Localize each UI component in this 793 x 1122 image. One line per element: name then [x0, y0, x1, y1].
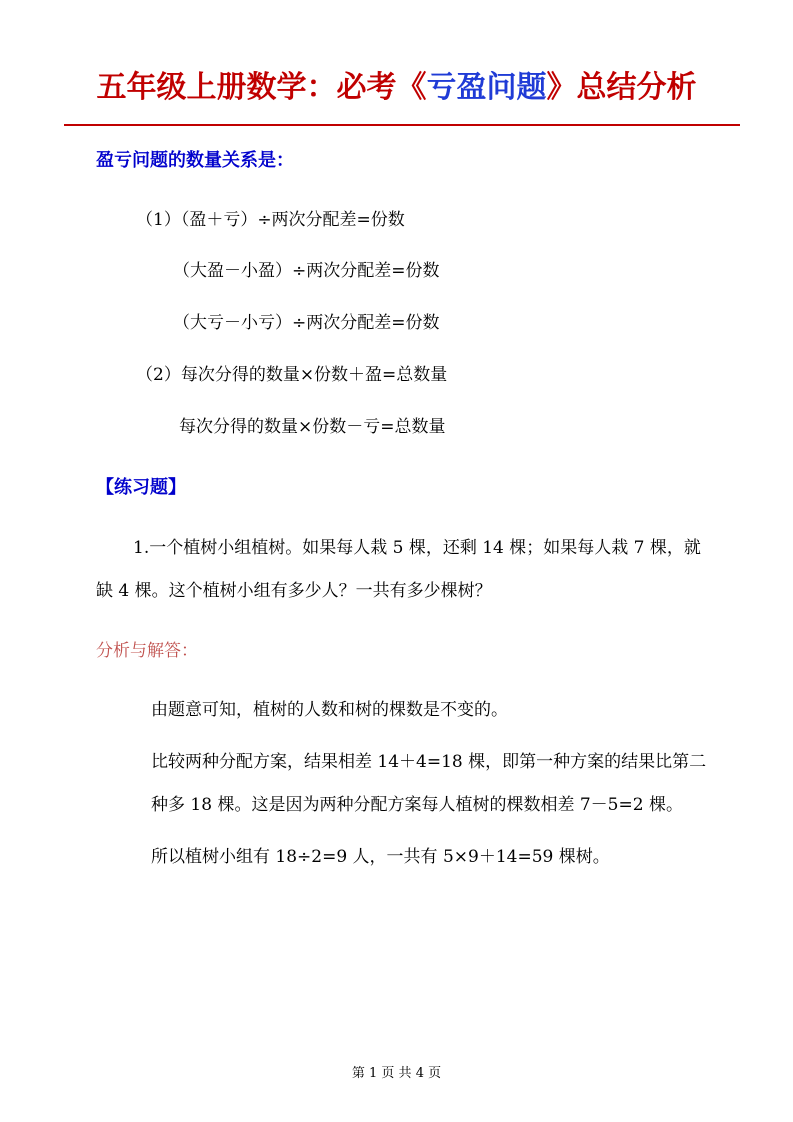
analysis-label: 分析与解答：	[96, 641, 198, 661]
title-suffix: 》总结分析	[546, 70, 697, 105]
page-title	[0, 62, 793, 114]
relation-item: 每次分得的数量×份数－亏=总数量	[179, 417, 446, 437]
analysis-line: 所以植树小组有 18÷2=9 人，一共有 5×9＋14=59 棵树。	[151, 847, 610, 867]
analysis-line: 种多 18 棵。这是因为两种分配方案每人植树的棵数相差 7－5=2 棵。	[151, 795, 683, 815]
title-prefix: 五年级上册数学：必考《	[96, 70, 427, 105]
title-divider	[64, 124, 740, 126]
title-highlight: 亏盈问题	[426, 70, 547, 105]
relation-item: （2）每次分得的数量×份数＋盈=总数量	[136, 365, 448, 385]
relation-item: （1）（盈＋亏）÷两次分配差=份数	[136, 210, 405, 230]
page-number: 第 1 页 共 4 页	[351, 1066, 442, 1081]
practice-heading: 【练习题】	[96, 477, 186, 498]
relation-item: （大盈－小盈）÷两次分配差=份数	[173, 261, 440, 281]
relation-item: （大亏－小亏）÷两次分配差=份数	[173, 313, 440, 333]
relations-heading: 盈亏问题的数量关系是：	[96, 150, 294, 171]
analysis-line: 比较两种分配方案，结果相差 14＋4=18 棵，即第一种方案的结果比第二	[151, 752, 707, 772]
analysis-line: 由题意可知，植树的人数和树的棵数是不变的。	[151, 700, 508, 720]
question-text: 1.一个植树小组植树。如果每人栽 5 棵，还剩 14 棵；如果每人栽 7 棵，就	[133, 538, 701, 558]
question-text: 缺 4 棵。这个植树小组有多少人？一共有多少棵树？	[96, 581, 492, 601]
